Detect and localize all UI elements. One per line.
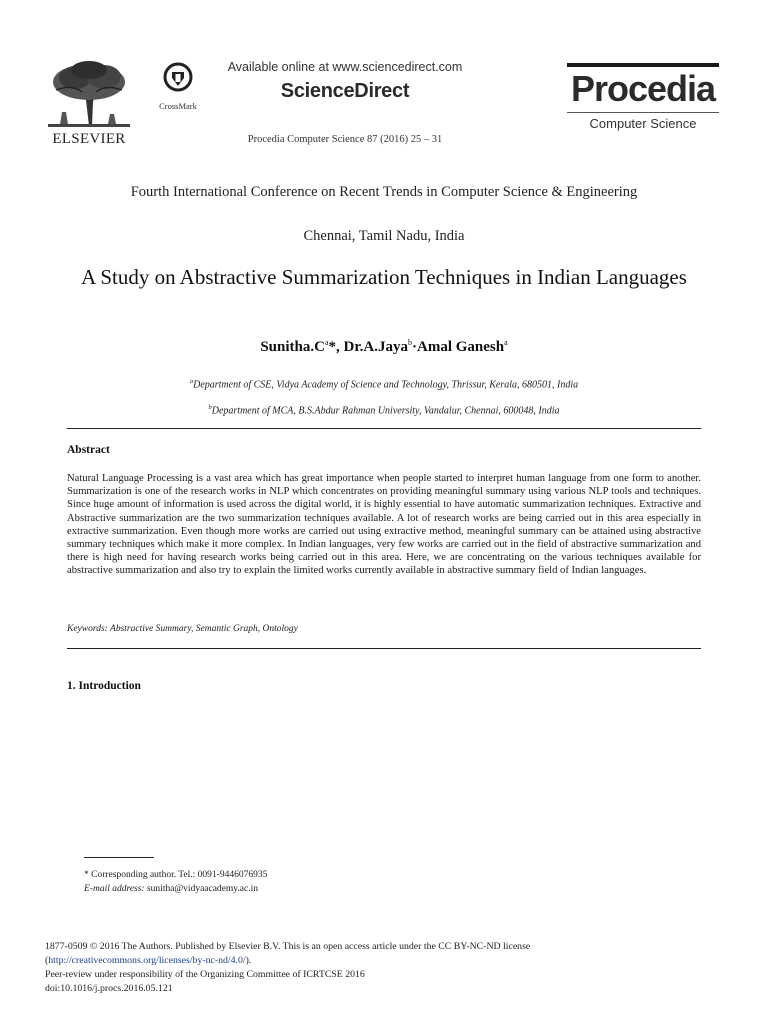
footnote-rule — [84, 857, 154, 858]
license-open-paren: ( — [45, 955, 49, 966]
author-name: Sunitha.C — [260, 339, 325, 355]
license-close-paren: ). — [245, 955, 252, 966]
procedia-logo — [567, 63, 719, 137]
email-note — [84, 884, 258, 894]
crossmark-badge[interactable] — [150, 62, 206, 112]
doi-line: doi:10.1016/j.procs.2016.05.121 — [45, 983, 173, 994]
author-name: Amal Ganesh — [417, 339, 505, 355]
email-address[interactable]: sunitha@vidyaacademy.ac.in — [144, 884, 258, 894]
available-online-text: Available online at www.sciencedirect.com — [227, 60, 463, 74]
section-heading-introduction: 1. Introduction — [67, 680, 141, 692]
affiliation-a — [40, 378, 728, 390]
peer-review-note: Peer-review under responsibility of the Organizing Committee of ICRTCSE 2016 — [45, 969, 365, 980]
affiliation-text: Department of CSE, Vidya Academy of Science and Technology, Thrissur, Kerala, 680501, India — [193, 379, 579, 391]
conference-location: Chennai, Tamil Nadu, India — [303, 228, 465, 244]
procedia-divider — [567, 112, 719, 113]
author-affiliation-mark: a — [324, 338, 329, 347]
copyright-notice: 1877-0509 © 2016 The Authors. Published by Elsevier B.V. This is an open access article under the CC BY-NC-ND license — [45, 941, 531, 952]
abstract-top-rule — [67, 428, 701, 429]
corresponding-author-note: * Corresponding author. Tel.: 0091-9446076935 — [84, 870, 268, 880]
paper-title: A Study on Abstractive Summarization Techniques in Indian Languages — [81, 265, 687, 289]
conference-name: Fourth International Conference on Recent Trends in Computer Science & Engineering — [130, 184, 638, 200]
journal-reference: Procedia Computer Science 87 (2016) 25 – 31 — [247, 134, 443, 145]
abstract-heading: Abstract — [67, 444, 110, 456]
author-separator: *, — [328, 339, 344, 355]
elsevier-wordmark: ELSEVIER — [52, 131, 126, 147]
abstract-body: Natural Language Processing is a vast area which has great importance when people started to interpret human language from one form to another. Summarization is one of the research works in NLP which concentrates on providing meaningful summary using various NLP tools and techniques. Since huge amount of information is used across the digital world, it is highly essential to have automatic summarization techniques. Extractive and Abstractive summarization are the two summarization techniques available. A lot of research works are being carried out in this area especially in extractive summarization. Even though more works are carried out using extractive method, meaningful summary can be attained using abstractive summary techniques which make it more complex. In Indian languages, very few works are carried out in the field of abstractive summarization and there is high need for having research works being carried out in this area. Here, we are concentrating on the various techniques available for abstractive summarization and also try to explain the limited works currently available in abstractive summary field of Indian languages. — [67, 473, 701, 577]
procedia-subtitle: Computer Science — [589, 116, 697, 131]
crossmark-label: CrossMark — [159, 101, 197, 111]
procedia-top-rule — [567, 63, 719, 67]
author-name: Dr.A.Jaya — [343, 339, 408, 355]
author-list — [40, 338, 728, 356]
affiliation-text: Department of MCA, B.S.Abdur Rahman University, Vandalur, Chennai, 600048, India — [211, 405, 560, 417]
affiliation-mark: b — [208, 404, 212, 411]
email-label: E-mail address: — [84, 884, 145, 894]
sciencedirect-brand: ScienceDirect — [280, 80, 410, 102]
abstract-bottom-rule — [67, 648, 701, 649]
license-link-line — [45, 955, 725, 966]
affiliation-mark: a — [189, 378, 194, 385]
author-affiliation-mark: b — [407, 338, 412, 347]
author-affiliation-mark: a — [504, 338, 508, 347]
license-link[interactable]: http://creativecommons.org/licenses/by-nc-nd/4.0/ — [48, 955, 246, 966]
crossmark-icon — [163, 62, 193, 96]
affiliation-b — [40, 404, 728, 416]
procedia-name: Procedia — [570, 68, 716, 109]
author-separator: · — [411, 339, 417, 355]
keywords-line: Keywords: Abstractive Summary, Semantic Graph, Ontology — [67, 624, 298, 634]
